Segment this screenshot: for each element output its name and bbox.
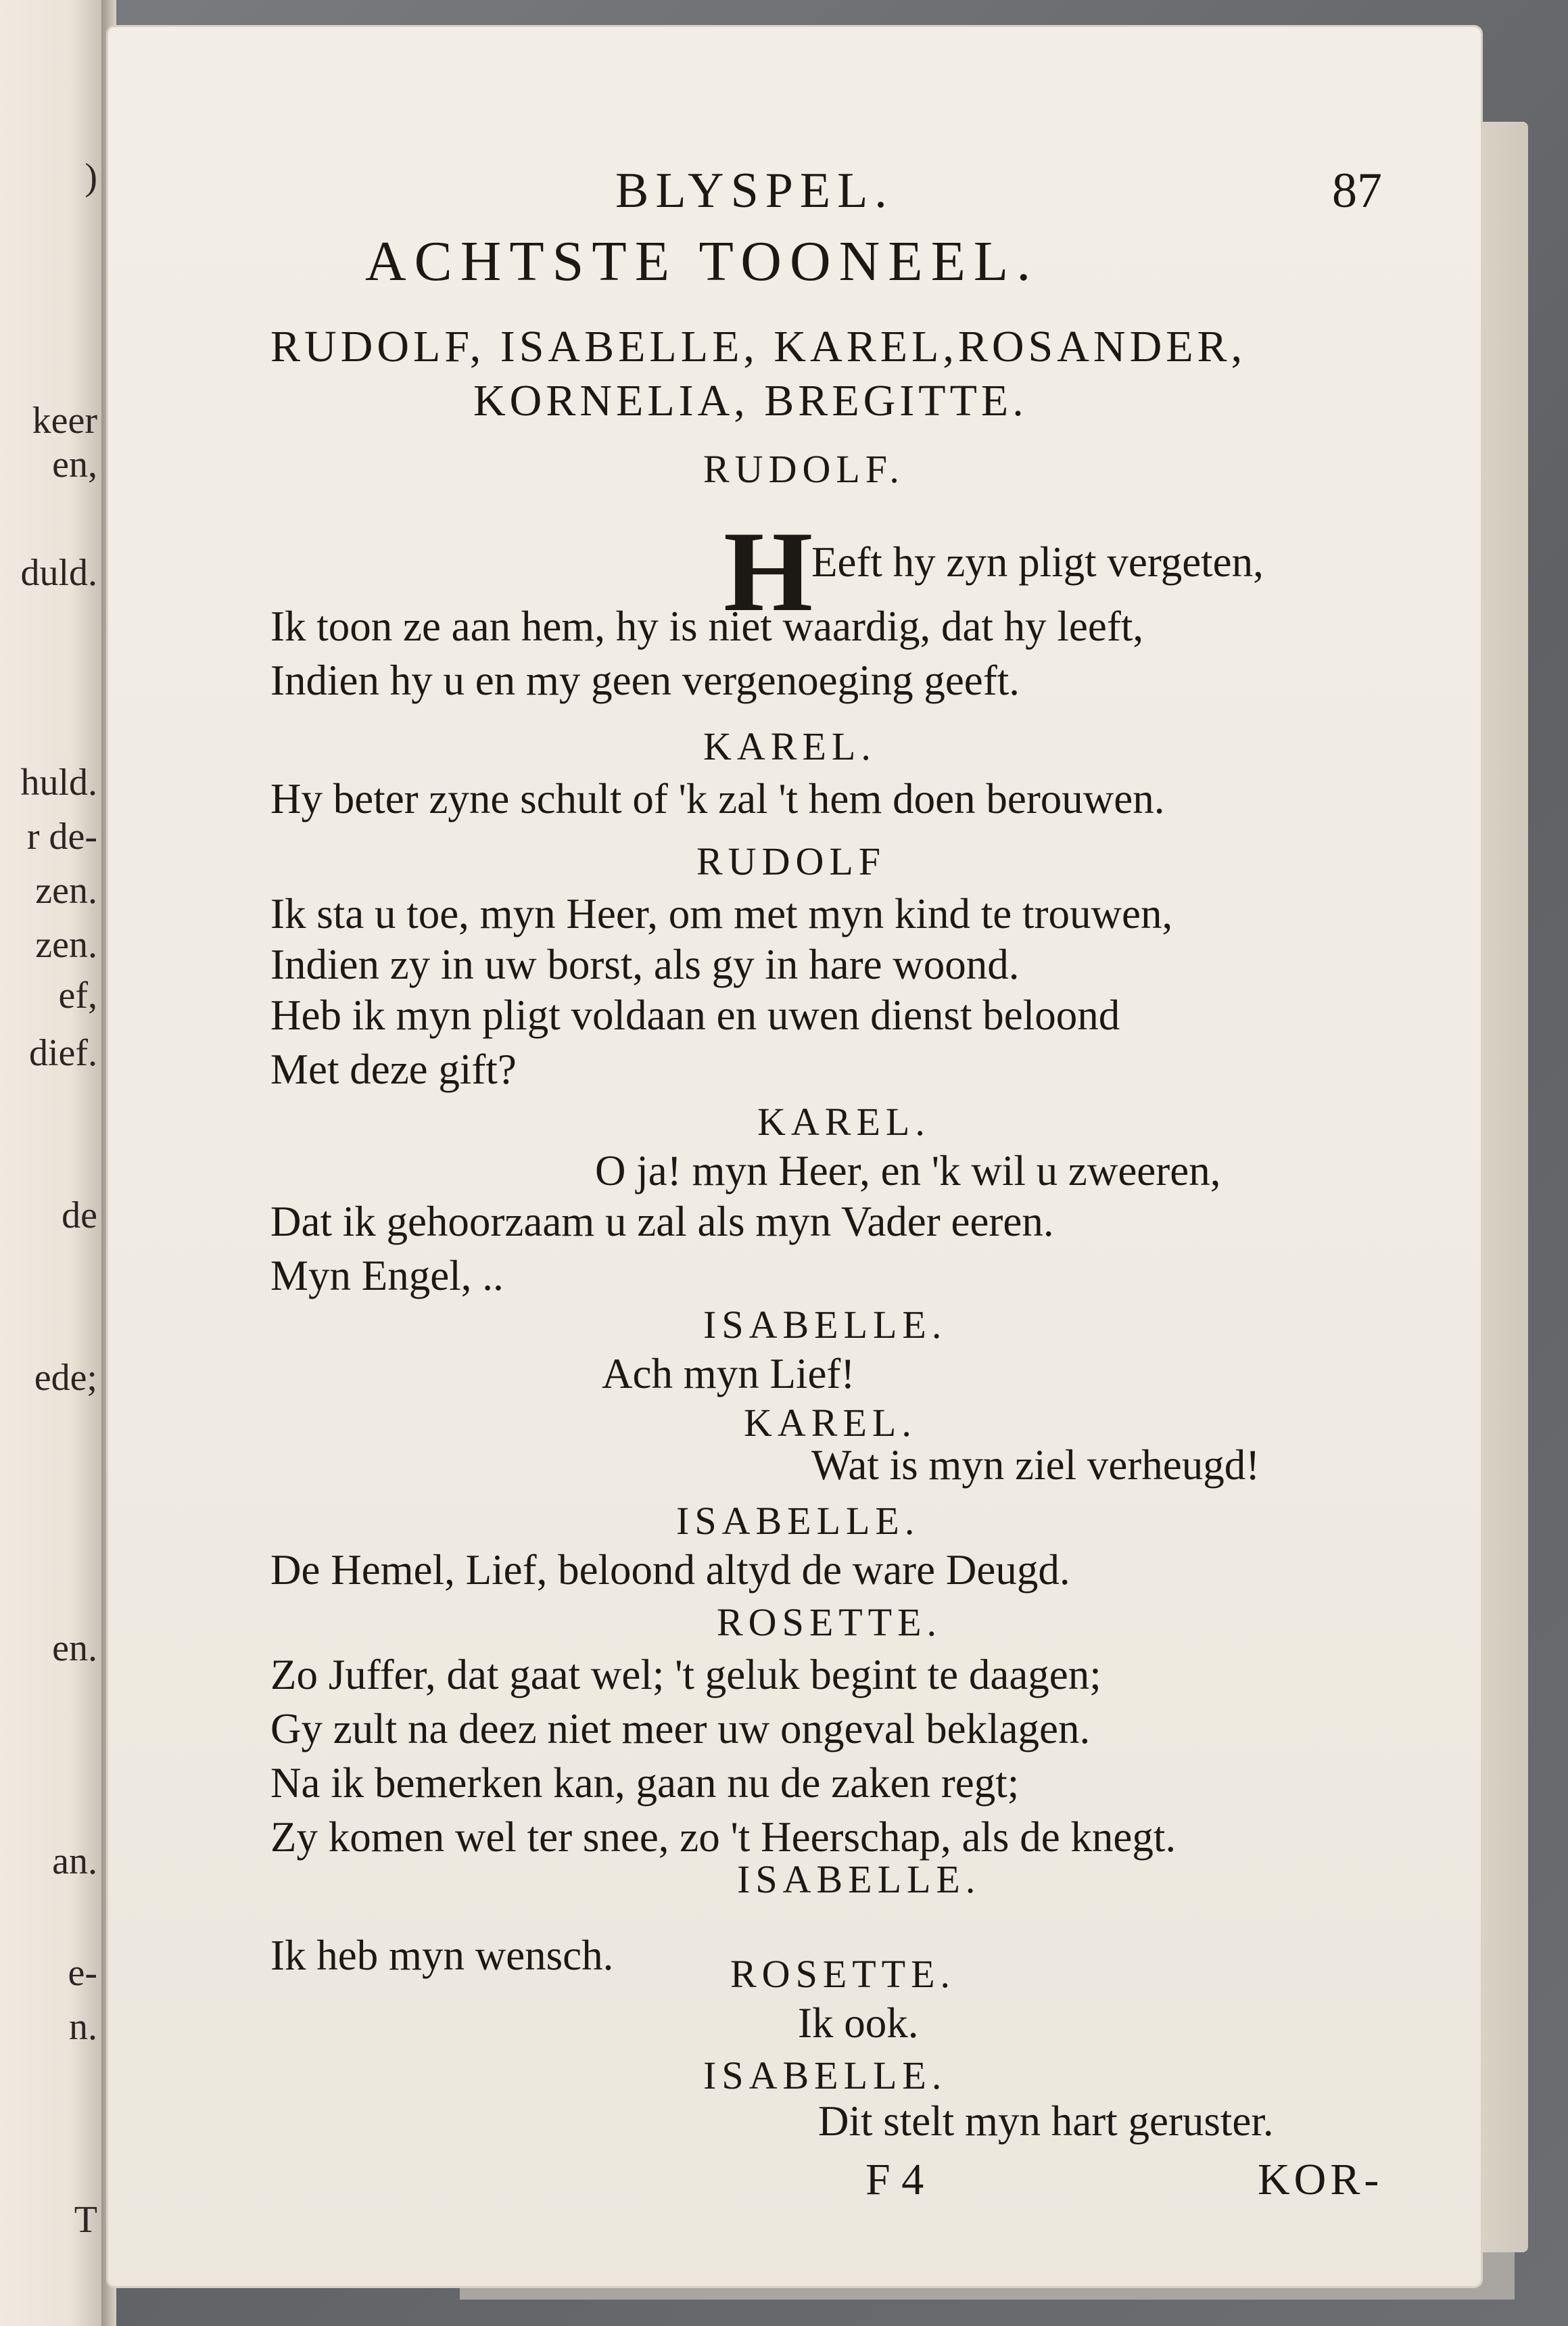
book-page — [108, 27, 1481, 2286]
left-fragment: en, — [52, 444, 97, 486]
speaker-name: KAREL. — [703, 724, 876, 768]
speaker-name: ROSETTE. — [717, 1600, 943, 1644]
speaker-name: ISABELLE. — [737, 1857, 981, 1901]
page-content — [270, 27, 1406, 2286]
verse-line: Eeft hy zyn pligt vergeten, — [811, 538, 1264, 586]
left-fragment: r de- — [26, 816, 97, 858]
speaker-name: KAREL. — [757, 1100, 930, 1144]
scene-title: ACHTSTE TOONEEL. — [365, 230, 1039, 293]
verse-line: Zo Juffer, dat gaat wel; 't geluk begint te daagen; — [270, 1651, 1101, 1698]
verse-line: Heb ik myn pligt voldaan en uwen dienst beloond — [270, 992, 1120, 1039]
speaker-name: RUDOLF — [696, 839, 886, 883]
verse-line: Zy komen wel ter snee, zo 't Heerschap, als de knegt. — [270, 1813, 1177, 1861]
verse-line: Indien hy u en my geen vergenoeging geeft. — [270, 657, 1020, 704]
verse-line: Ik sta u toe, myn Heer, om met myn kind te trouwen, — [270, 890, 1173, 937]
left-fragment: zen. — [35, 924, 97, 966]
left-fragment: ede; — [34, 1357, 97, 1399]
verse-line: Indien zy in uw borst, als gy in hare woond. — [270, 941, 1020, 988]
left-page — [0, 0, 105, 2326]
left-fragment: zen. — [35, 870, 97, 912]
left-fragment: dief. — [28, 1032, 97, 1074]
speaker-name: KAREL. — [744, 1401, 917, 1445]
signature-mark: F 4 — [865, 2155, 924, 2204]
left-fragment: an. — [52, 1840, 97, 1882]
left-fragment: ) — [85, 156, 97, 198]
left-fragment: n. — [69, 2006, 97, 2048]
left-fragment: de — [62, 1194, 97, 1236]
speaker-name: ROSETTE. — [730, 1952, 956, 1996]
left-fragment: T — [74, 2199, 97, 2241]
left-fragment: duld. — [20, 552, 97, 594]
speaker-name: ISABELLE. — [703, 1303, 947, 1347]
drop-cap: H — [723, 508, 813, 635]
verse-line: Ik ook. — [798, 1999, 919, 2047]
catchword: KOR- — [1258, 2155, 1383, 2204]
left-fragment: huld. — [20, 762, 97, 804]
running-head: BLYSPEL. — [615, 163, 894, 218]
left-fragment: e- — [68, 1952, 97, 1994]
verse-line: Ik heb myn wensch. — [270, 1932, 614, 1979]
speaker-name: RUDOLF. — [703, 447, 905, 491]
verse-line: Wat is myn ziel verheugd! — [811, 1441, 1260, 1489]
verse-line: Gy zult na deez niet meer uw ongeval beklagen. — [270, 1705, 1091, 1752]
verse-line: Myn Engel, .. — [270, 1252, 504, 1299]
speaker-name: ISABELLE. — [676, 1499, 920, 1543]
left-fragment: en. — [52, 1627, 97, 1669]
speaker-name: ISABELLE. — [703, 2053, 947, 2097]
verse-line: Met deze gift? — [270, 1046, 517, 1093]
verse-line: Ach myn Lief! — [602, 1350, 855, 1397]
verse-line: Ik toon ze aan hem, hy is niet waardig, dat hy leeft, — [270, 603, 1144, 650]
verse-line: O ja! myn Heer, en 'k wil u zweeren, — [595, 1147, 1221, 1194]
verse-line: Hy beter zyne schult of 'k zal 't hem doen berouwen. — [270, 775, 1165, 822]
page-number: 87 — [1332, 163, 1382, 218]
verse-line: Na ik bemerken kan, gaan nu de zaken regt; — [270, 1759, 1020, 1807]
left-fragment: ef, — [58, 975, 97, 1017]
left-fragment: keer — [32, 400, 97, 442]
cast-list-line-1: RUDOLF, ISABELLE, KAREL,ROSANDER, — [270, 322, 1247, 371]
verse-line: Dit stelt myn hart geruster. — [818, 2097, 1274, 2145]
verse-line: De Hemel, Lief, beloond altyd de ware Deugd. — [270, 1546, 1070, 1594]
verse-line: Dat ik gehoorzaam u zal als myn Vader eeren. — [270, 1198, 1054, 1245]
cast-list-line-2: KORNELIA, BREGITTE. — [473, 376, 1028, 425]
